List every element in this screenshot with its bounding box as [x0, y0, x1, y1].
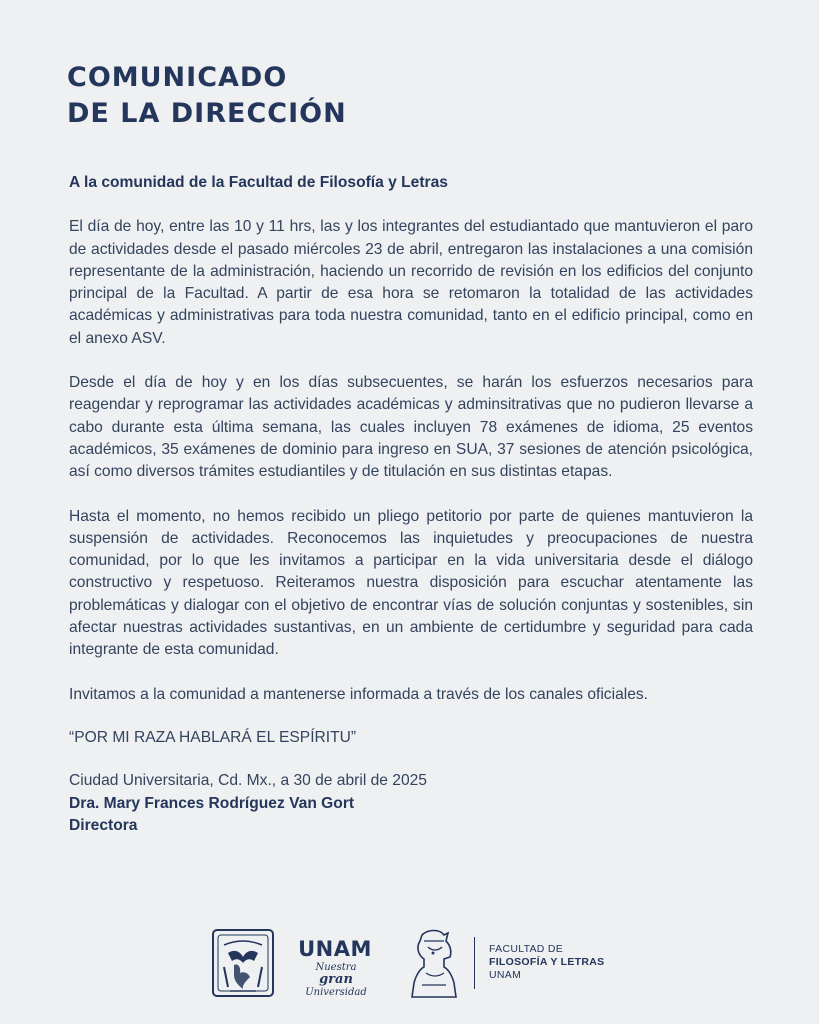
paragraph-2: Desde el día de hoy y en los días subsecuentes, se harán los esfuerzos necesarios para reagendar y reprogramar las actividades académicas y adminsitrativas que no pudieron llevarse a cabo durante esta última semana, las cuales incluyen 78 exámenes de idioma, 25 eventos académicos, 35 exámenes de dominio para ingreso en SUA, 37 sesiones de atención psicológica, así como diversos trámites estudiantiles y de titulación en sus distintas etapas.	[69, 374, 753, 481]
letter-body	[69, 172, 753, 837]
ffyl-line-2: FILOSOFÍA Y LETRAS	[489, 956, 605, 968]
unam-wordmark: UNAM	[298, 937, 372, 961]
tagline-word-2: gran	[319, 972, 353, 987]
footer-logos	[0, 925, 819, 1005]
paragraph-1: El día de hoy, entre las 10 y 11 hrs, las y los integrantes del estudiantado que mantuvieron el paro de actividades desde el pasado miércoles 23 de abril, entregaron las instalaciones a una comisión representante de la administración, haciendo un recorrido de revisión en los edificios del conjunto principal de la Facultad. A partir de esa hora se retomaron la totalidad de las actividades académicas y administrativas para toda nuestra comunidad, tanto en el edificio principal, como en el anexo ASV.	[69, 218, 753, 347]
title-line-1: COMUNICADO	[67, 62, 288, 93]
unam-logo	[293, 937, 377, 998]
title-line-2: DE LA DIRECCIÓN	[67, 98, 347, 129]
unam-seal-icon	[210, 927, 276, 999]
paragraph-3: Hasta el momento, no hemos recibido un pliego petitorio por parte de quienes mantuvieron la suspensión de actividades. Reconocemos las inquietudes y preocupaciones de nuestra comunidad, por lo que les invitamos a participar en la vida universitaria desde el diálogo constructivo y respetuoso. Reiteramos nuestra disposición para escuchar atentamente las problemáticas y dialogar con el objetivo de encontrar vías de solución conjuntas y sostenibles, sin afectar nuestras actividades sustantivas, en un ambiente de certidumbre y seguridad para cada integrante de esta comunidad.	[69, 507, 753, 659]
motto: “POR MI RAZA HABLARÁ EL ESPÍRITU”	[69, 728, 357, 746]
page-title	[67, 60, 347, 132]
unam-tagline	[297, 962, 375, 999]
ffyl-line-3: UNAM	[489, 969, 522, 981]
athena-head-icon	[404, 929, 462, 999]
tagline-word-1: Nuestra	[315, 962, 357, 973]
signature-name: Dra. Mary Frances Rodríguez Van Gort	[69, 794, 355, 812]
ffyl-line-1: FACULTAD DE	[489, 943, 564, 955]
signature-place-date: Ciudad Universitaria, Cd. Mx., a 30 de abril de 2025	[69, 772, 427, 790]
salutation: A la comunidad de la Facultad de Filosofía y Letras	[69, 174, 448, 191]
signature-role: Directora	[69, 816, 138, 834]
ffyl-wordmark	[489, 943, 604, 982]
tagline-word-3: Universidad	[305, 987, 367, 998]
logo-divider	[474, 937, 475, 989]
closing-text: Invitamos a la comunidad a mantenerse informada a través de los canales oficiales.	[69, 685, 649, 703]
